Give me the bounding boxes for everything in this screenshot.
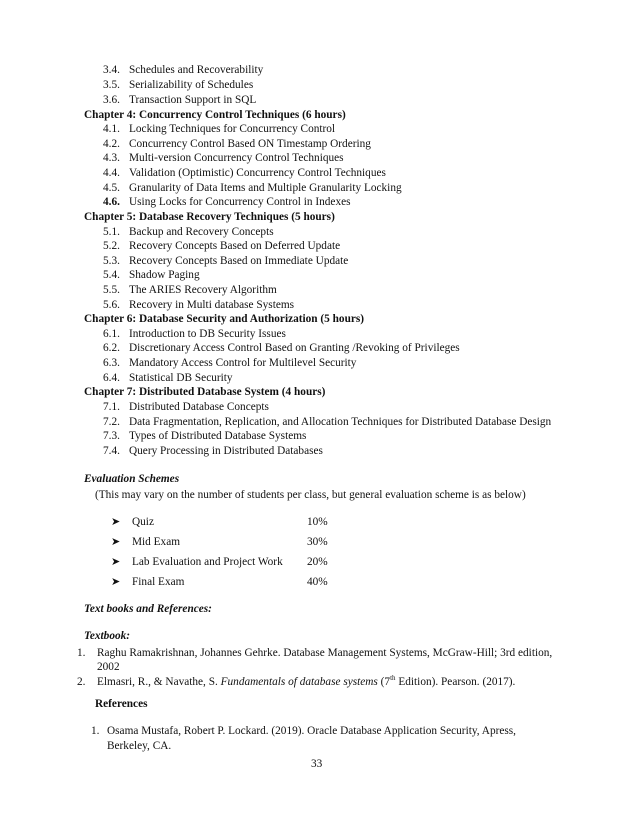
references-heading: References <box>95 698 148 710</box>
arrow-bullet-icon: ➤ <box>111 556 121 568</box>
textbooks-heading: Text books and References: <box>84 603 212 615</box>
evaluation-note: (This may vary on the number of students per class, but general evaluation scheme is as below) <box>95 489 526 501</box>
chapter-5-heading: Chapter 5: Database Recovery Techniques (5 hours) <box>84 211 335 223</box>
textbook-heading: Textbook: <box>84 630 131 642</box>
arrow-bullet-icon: ➤ <box>111 576 121 588</box>
chapter-7-heading: Chapter 7: Distributed Database System (4 hours) <box>84 386 326 398</box>
chapter-6-heading: Chapter 6: Database Security and Authorization (5 hours) <box>84 313 365 325</box>
evaluation-heading: Evaluation Schemes <box>84 473 180 485</box>
arrow-bullet-icon: ➤ <box>111 536 121 548</box>
page-number: 33 <box>311 758 323 770</box>
arrow-bullet-icon: ➤ <box>111 516 121 528</box>
chapter-4-heading: Chapter 4: Concurrency Control Techniques (6 hours) <box>84 109 346 121</box>
